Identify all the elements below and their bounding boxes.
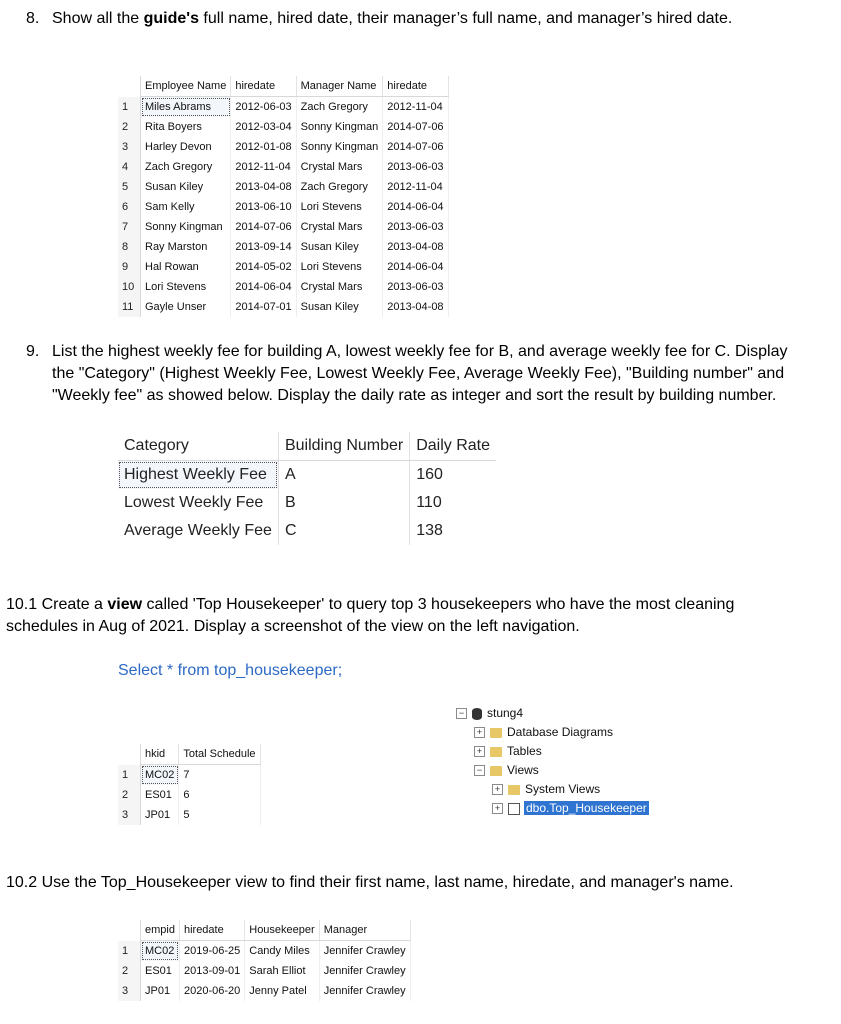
column-header: Housekeeper — [245, 920, 319, 941]
expand-icon[interactable]: + — [492, 803, 503, 814]
collapse-icon[interactable]: − — [456, 708, 467, 719]
expand-icon[interactable]: + — [474, 746, 485, 757]
question-10-2: 10.2 Use the Top_Housekeeper view to find their first name, last name, hiredate, and manager's name. — [6, 874, 734, 891]
column-header: hiredate — [383, 76, 448, 97]
table-row: 1 Miles Abrams 2012-06-03 Zach Gregory 2012-11-04 — [118, 97, 448, 118]
database-icon — [472, 708, 482, 720]
column-header: empid — [141, 920, 180, 941]
table-row: Highest Weekly Fee A 160 — [118, 461, 496, 490]
column-header: Category — [118, 432, 278, 461]
column-header: Building Number — [278, 432, 409, 461]
table-header-row — [118, 920, 410, 941]
tree-node-tables[interactable]: + Tables — [474, 742, 542, 760]
category-fee-table — [118, 432, 496, 545]
table-row: 3 JP01 5 — [118, 805, 260, 825]
table-header-row — [118, 744, 260, 765]
table-row: 1 MC02 2019-06-25 Candy Miles Jennifer Crawley — [118, 941, 410, 962]
column-header: hiredate — [231, 76, 296, 97]
folder-icon — [490, 728, 502, 738]
view-icon — [508, 803, 520, 815]
table-row: 3 Harley Devon 2012-01-08 Sonny Kingman 2014-07-06 — [118, 137, 448, 157]
table-row: 10 Lori Stevens 2014-06-04 Crystal Mars 2013-06-03 — [118, 277, 448, 297]
tree-node-system-views[interactable]: + System Views — [492, 780, 600, 798]
top-housekeeper-table — [118, 744, 261, 825]
tree-node-top-housekeeper-view[interactable]: + dbo.Top_Housekeeper — [492, 799, 649, 817]
table-row: 6 Sam Kelly 2013-06-10 Lori Stevens 2014-06-04 — [118, 197, 448, 217]
column-header: Total Schedule — [179, 744, 260, 765]
folder-icon — [490, 747, 502, 757]
table-row: 5 Susan Kiley 2013-04-08 Zach Gregory 2012-11-04 — [118, 177, 448, 197]
table-header-row — [118, 76, 448, 97]
table-row: 1 MC02 7 — [118, 765, 260, 786]
folder-icon — [490, 766, 502, 776]
guide-manager-table — [118, 76, 449, 317]
table-row: Average Weekly Fee C 138 — [118, 517, 496, 545]
table-row: 7 Sonny Kingman 2014-07-06 Crystal Mars 2013-06-03 — [118, 217, 448, 237]
expand-icon[interactable]: + — [474, 727, 485, 738]
question-number: 8. — [26, 10, 40, 27]
table-row: 9 Hal Rowan 2014-05-02 Lori Stevens 2014-06-04 — [118, 257, 448, 277]
column-header: Manager Name — [296, 76, 383, 97]
column-header: Daily Rate — [410, 432, 496, 461]
table-row: 2 ES01 2013-09-01 Sarah Elliot Jennifer Crawley — [118, 961, 410, 981]
expand-icon[interactable]: + — [492, 784, 503, 795]
table-row: Lowest Weekly Fee B 110 — [118, 489, 496, 517]
object-explorer-tree — [456, 704, 676, 828]
column-header: Employee Name — [141, 76, 231, 97]
collapse-icon[interactable]: − — [474, 765, 485, 776]
table-row: 2 ES01 6 — [118, 785, 260, 805]
tree-node-database[interactable]: − stung4 — [456, 704, 523, 722]
table-row: 8 Ray Marston 2013-09-14 Susan Kiley 2013-04-08 — [118, 237, 448, 257]
question-number: 9. — [26, 343, 40, 360]
question-8: 8. Show all the guide's full name, hired date, their manager’s full name, and manager’s hired date. — [26, 8, 826, 30]
question-10-1: 10.1 Create a view called 'Top Housekeeper' to query top 3 housekeepers who have the most cleaning schedules in Aug of 2021. Display a screenshot of the view on the left navigation. — [6, 596, 735, 635]
column-header: Manager — [319, 920, 410, 941]
table-row: 4 Zach Gregory 2012-11-04 Crystal Mars 2013-06-03 — [118, 157, 448, 177]
folder-icon — [508, 785, 520, 795]
column-header: hkid — [141, 744, 179, 765]
tree-node-database-diagrams[interactable]: + Database Diagrams — [474, 723, 613, 741]
tree-node-views[interactable]: − Views — [474, 761, 539, 779]
table-row: 2 Rita Boyers 2012-03-04 Sonny Kingman 2014-07-06 — [118, 117, 448, 137]
column-header: hiredate — [179, 920, 244, 941]
table-row: 11 Gayle Unser 2014-07-01 Susan Kiley 2013-04-08 — [118, 297, 448, 317]
table-row: 3 JP01 2020-06-20 Jenny Patel Jennifer Crawley — [118, 981, 410, 1001]
table-header-row — [118, 432, 496, 461]
housekeeper-manager-table — [118, 920, 411, 1001]
sql-query: Select * from top_housekeeper; — [118, 662, 343, 679]
